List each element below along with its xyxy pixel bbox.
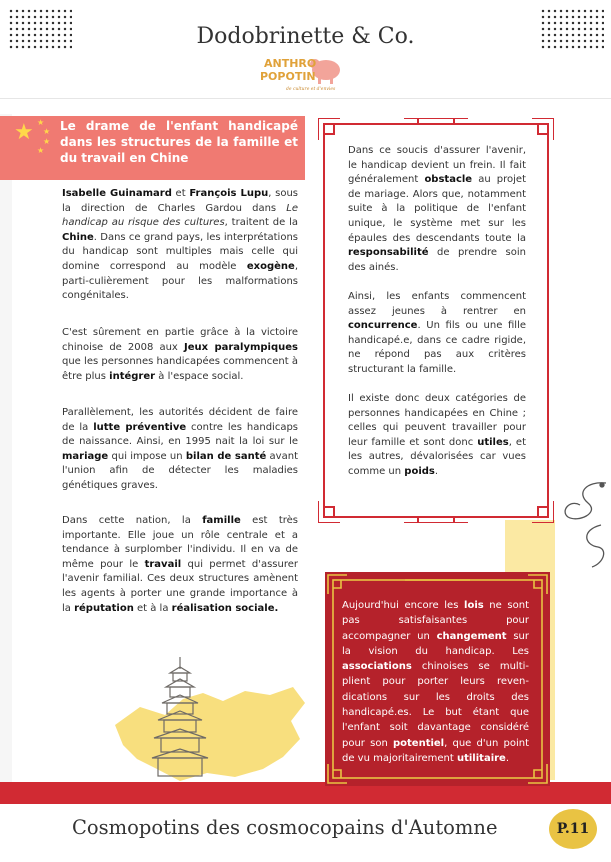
keyword: poids	[404, 466, 435, 478]
logo-line-1: ANTHRO	[264, 57, 317, 70]
anthropopotin-logo	[258, 54, 350, 94]
small-star-icon: ★	[37, 118, 45, 127]
paragraph-categories	[348, 392, 526, 480]
text-run: Aujourd'hui encore les	[342, 600, 465, 611]
keyword: lois	[464, 600, 484, 611]
paragraph-prevention	[62, 406, 298, 494]
logo-tagline: de culture et d'envies	[286, 87, 336, 92]
text-run: ne sont pas satisfaisantes pour accompagner un	[342, 600, 529, 642]
logo-line-2: POPOTIN	[260, 70, 316, 83]
text-run: , traitent de la	[224, 217, 298, 229]
text-run: . Un fils ou une fille handicapé.e, dans ce cadre rigide, ne répond pas aux critères structurant la famille.	[348, 320, 526, 375]
brand-title: Dodobrinette & Co.	[196, 24, 415, 49]
text-run: chinoises se multi-plient pour porter leurs reven-dications sur les droits des handicapé.es. Le but étant que l'enfant soit davantage considéré pour son	[342, 661, 529, 749]
keyword: utilitaire	[456, 752, 506, 764]
keyword: Chine	[62, 231, 94, 243]
text-run: .	[505, 752, 510, 764]
text-run: Ainsi, les enfants commencent assez jeunes à rentrer en	[348, 290, 526, 317]
text-run: sur la vision du handicap. Les	[342, 630, 529, 657]
header-divider	[0, 98, 611, 99]
keyword: mariage	[62, 450, 109, 462]
keyword: utiles	[477, 436, 509, 448]
keyword: potentiel	[392, 737, 445, 749]
keyword: réputation	[74, 602, 134, 614]
text-run: Parallèlement, les autorités décident de faire de la	[62, 407, 298, 433]
text-run: avant l'union afin de détecter les maladies génétiques graves.	[62, 450, 298, 491]
keyword: changement	[436, 630, 507, 642]
text-run: qui impose un	[108, 450, 186, 462]
callout-text	[342, 598, 529, 766]
text-run: qui permet d'assurer l'avenir familial. Ces deux structures amènent les agents à porter une grande importance à la	[62, 558, 298, 614]
text-run: et à la	[133, 602, 172, 614]
left-shadow-strip	[0, 114, 12, 784]
text-run: . Dans ce grand pays, les interprétations du handicap sont multiples mais celle qui domine correspond au modèle	[62, 231, 298, 272]
keyword: exogène	[246, 260, 295, 272]
paragraph-paralympics	[62, 326, 298, 384]
text-run: et	[171, 188, 190, 199]
text-run: à l'espace social.	[155, 370, 244, 382]
paragraph-authors	[62, 187, 298, 304]
paragraph-obstacle	[348, 144, 526, 275]
text-run: de prendre soin des ainés.	[348, 247, 526, 273]
text-run: , que d'un point de vu majoritairement	[342, 737, 529, 764]
keyword: responsabilité	[348, 247, 429, 259]
article-title: Le drame de l'enfant handicapé dans les structures de la famille et du travail en Chine	[60, 119, 298, 165]
small-star-icon: ★	[43, 137, 51, 146]
large-star-icon: ★	[14, 120, 34, 145]
keyword: Isabelle Guinamard	[62, 188, 172, 199]
dragon-illustration	[556, 475, 611, 575]
paragraph-family-work	[62, 514, 298, 616]
keyword: bilan de santé	[185, 450, 267, 462]
text-run: , sous la direction de Charles Gardou dans	[62, 188, 299, 214]
keyword: intégrer	[109, 370, 156, 382]
keyword: lutte préventive	[93, 421, 187, 433]
keyword: réalisation sociale.	[171, 602, 279, 614]
keyword: travail	[144, 558, 182, 570]
keyword: concurrence	[348, 320, 418, 332]
keyword: famille	[202, 515, 241, 526]
small-star-icon: ★	[37, 146, 45, 155]
keyword: obstacle	[424, 174, 473, 186]
text-run: est très importante. Elle joue un rôle centrale et a tendance à surplomber l'individu. Il en va de même pour le	[62, 515, 298, 570]
text-run: au projet de mariage. Alors que, notamment suite à la politique de l'enfant unique, le système met sur les épaules des descendants toute la	[348, 174, 526, 244]
text-run: Dans cette nation, la	[62, 515, 203, 526]
footer-title: Cosmopotins des cosmocopains d'Automne	[72, 816, 498, 839]
right-column-text	[348, 144, 526, 494]
book-title: Le handicap au risque des cultures	[62, 202, 298, 229]
page-number-badge: P.11	[549, 809, 597, 849]
keyword: Jeux paralympiques	[183, 341, 298, 353]
text-run: Il existe donc deux catégories de personnes handicapées en Chine ; celles qui peuvent travailler pour leur famille et sont donc	[348, 393, 526, 448]
pagoda-illustration	[150, 655, 210, 780]
text-run: contre les handicaps de naissance. Ainsi, en 1995 nait la loi sur le	[62, 421, 299, 448]
text-run: que les personnes handicapées commencent à être plus	[62, 356, 298, 382]
keyword: François Lupu	[189, 188, 269, 199]
text-run: , et les autres, dévalorisées car vues comme un	[348, 436, 526, 478]
text-run: .	[434, 466, 439, 478]
text-run: C'est sûrement en partie grâce à la victoire chinoise de 2008 aux	[62, 327, 298, 353]
paragraph-competition	[348, 290, 526, 378]
text-run: , parti-culièrement pour les malformations congénitales.	[62, 260, 298, 302]
small-star-icon: ★	[43, 127, 51, 136]
keyword: associations	[342, 661, 412, 673]
text-run: Dans ce soucis d'assurer l'avenir, le handicap devient un frein. Il fait généralement	[348, 145, 526, 186]
